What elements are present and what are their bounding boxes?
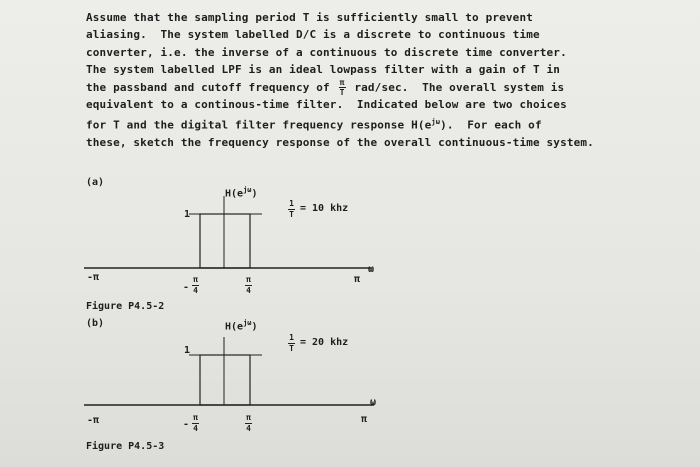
- figure-a-caption: Figure P4.5-2: [86, 301, 165, 312]
- figure-a-pc-den: 4: [246, 286, 251, 295]
- problem-line-2: aliasing. The system labelled D/C is a discrete to continuous time: [86, 28, 540, 42]
- figure-a-nc-den: 4: [193, 286, 198, 295]
- problem-line-4: The system labelled LPF is an ideal lowpass filter with a gain of T in: [86, 63, 561, 77]
- figure-b-neg-sign: -: [183, 419, 190, 430]
- figure-a-response-label: [225, 186, 258, 199]
- problem-line-1: Assume that the sampling period T is sufficiently small to prevent: [86, 11, 533, 24]
- figure-b-h-sup: jω: [243, 319, 252, 327]
- figure-a-pc-num: π: [246, 275, 251, 284]
- figure-b-neg-cutoff: [192, 414, 199, 433]
- figure-a-passband-rect: [200, 214, 250, 268]
- figure-b-h-close: ): [251, 321, 258, 333]
- figure-a-sampling-value: = 10 khz: [300, 203, 349, 214]
- figure-b-response-label: [225, 319, 258, 332]
- figure-b-nc-num: π: [193, 413, 198, 422]
- figure-a-pos-cutoff: [245, 276, 252, 295]
- figure-b-pc-den: 4: [246, 424, 251, 433]
- cutoff-den: T: [339, 88, 345, 98]
- figure-b-ot-den: T: [289, 344, 294, 353]
- problem-line-6: equivalent to a continous-time filter. Indicated below are two choices: [86, 98, 567, 112]
- problem-line-8: these, sketch the frequency response of the overall continuous-time system.: [86, 135, 594, 149]
- figure-b-h-text: H(e: [225, 321, 244, 333]
- figure-a-pos-pi-label: π: [354, 274, 361, 285]
- figure-a-neg-sign: -: [183, 282, 190, 293]
- figure-a-nc-num: π: [193, 275, 198, 284]
- figure-b-gain-label: 1: [184, 345, 191, 356]
- figure-a-h-close: ): [251, 188, 258, 200]
- figure-a-neg-cutoff: [192, 276, 199, 295]
- figure-a-h-text: H(e: [225, 188, 244, 200]
- figure-a-part-label: (a): [86, 177, 105, 188]
- figure-a-neg-pi-label: -π: [87, 272, 100, 283]
- figure-b-pos-pi-label: π: [361, 414, 368, 425]
- figure-b-ot-num: 1: [289, 333, 294, 342]
- figure-a-omega-label: ω: [368, 264, 375, 275]
- figure-b-sampling-value: = 20 khz: [300, 337, 349, 348]
- cutoff-num: π: [339, 78, 345, 88]
- figure-b-nc-den: 4: [193, 424, 198, 433]
- figure-a-one-over-t: [288, 200, 295, 219]
- figure-b-pc-num: π: [246, 413, 251, 422]
- figure-b-one-over-t: [288, 334, 295, 353]
- problem-line-3: converter, i.e. the inverse of a continuous to discrete time converter.: [86, 45, 567, 59]
- figure-a-ot-den: T: [289, 210, 294, 219]
- figure-b-caption: Figure P4.5-3: [86, 441, 165, 452]
- problem-sup-jw: jω: [431, 117, 441, 126]
- figure-b-pos-cutoff: [245, 414, 252, 433]
- problem-line-5a: the passband and cutoff frequency of: [86, 80, 330, 94]
- figure-a-ot-num: 1: [289, 199, 294, 208]
- figure-a-gain-label: 1: [184, 209, 191, 220]
- problem-line-5b: rad/sec. The overall system is: [347, 80, 565, 94]
- figure-b-passband-rect: [200, 355, 250, 405]
- problem-line-7a: for T and the digital filter frequency response H(e: [86, 118, 432, 132]
- figure-b-neg-pi-label: -π: [87, 415, 100, 426]
- figure-b-part-label: (b): [86, 318, 105, 329]
- problem-line-7b: ). For each of: [440, 118, 542, 132]
- figure-a-h-sup: jω: [243, 186, 252, 194]
- figure-b-omega-label: ω: [370, 397, 377, 408]
